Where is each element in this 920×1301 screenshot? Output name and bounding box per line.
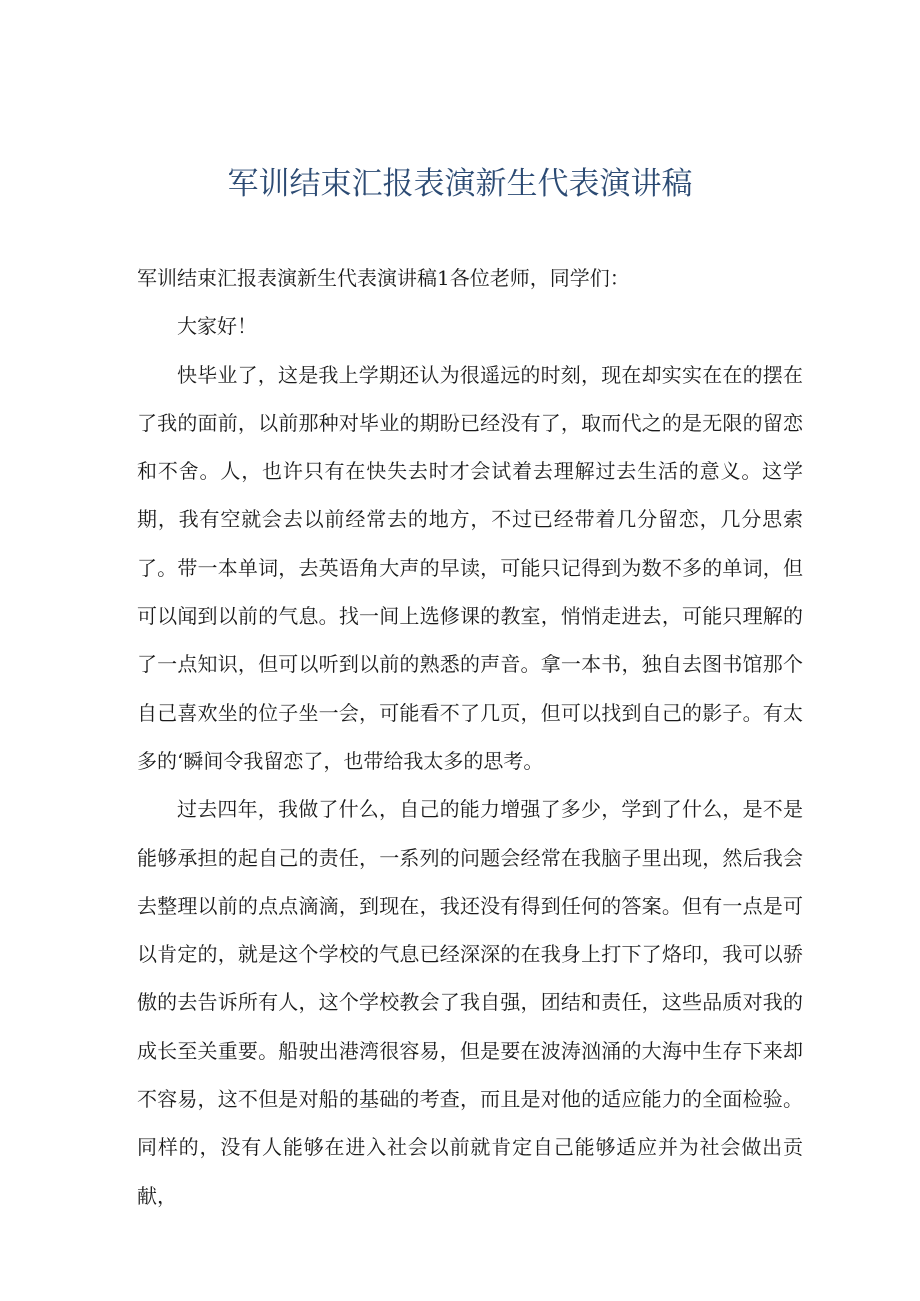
document-title: 军训结束汇报表演新生代表演讲稿: [227, 166, 693, 202]
paragraph-graduation: 快毕业了，这是我上学期还认为很遥远的时刻，现在却实实在在的摆在了我的面前，以前那种对毕业的期盼已经没有了，取而代之的是无限的留恋和不舍。人，也许只有在快失去时才会试着去理解过去生活的意义。这学期，我有空就会去以前经常去的地方，不过已经带着几分留恋，几分思索了。带一本单词，去英语角大声的早读，可能只记得到为数不多的单词，但可以闻到以前的气息。找一间上选修课的教室，悄悄走进去，可能只理解的了一点知识，但可以听到以前的熟悉的声音。拿一本书，独自去图书馆那个自己喜欢坐的位子坐一会，可能看不了几页，但可以找到自己的影子。有太多的‘瞬间令我留恋了，也带给我太多的思考。: [137, 362, 803, 773]
paragraph-greeting: 大家好！: [177, 314, 257, 339]
document-body: [137, 254, 803, 1220]
paragraph-four-years: 过去四年，我做了什么，自己的能力增强了多少，学到了什么，是不是能够承担的起自己的责任，一系列的问题会经常在我脑子里出现，然后我会去整理以前的点点滴滴，到现在，我还没有得到任何的答案。但有一点是可以肯定的，就是这个学校的气息已经深深的在我身上打下了烙印，我可以骄傲的去告诉所有人，这个学校教会了我自强，团结和责任，这些品质对我的成长至关重要。船驶出港湾很容易，但是要在波涛汹涌的大海中生存下来却不容易，这不但是对船的基础的考查，而且是对他的适应能力的全面检验。同样的，没有人能够在进入社会以前就肯定自己能够适应并为社会做出贡献，: [137, 797, 803, 1208]
paragraph-opening: 军训结束汇报表演新生代表演讲稿1各位老师，同学们：: [137, 266, 630, 290]
